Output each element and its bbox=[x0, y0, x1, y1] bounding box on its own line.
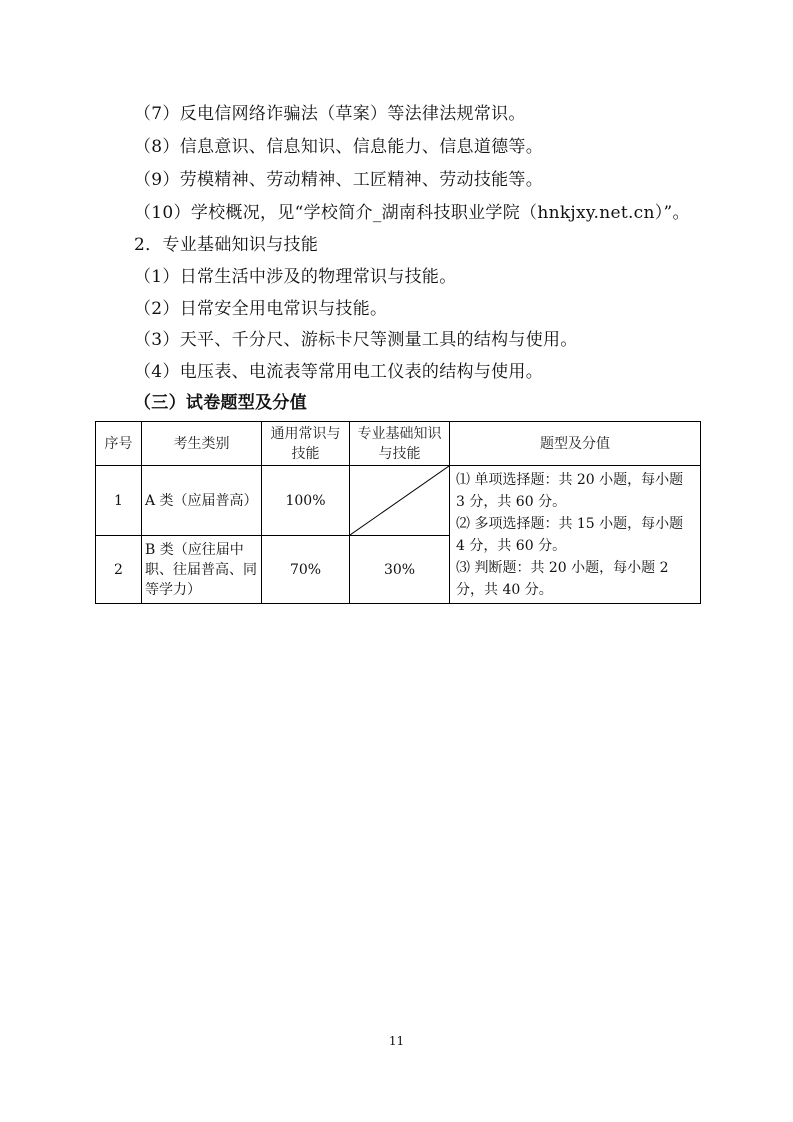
section-heading: （三）试卷题型及分值 bbox=[134, 393, 307, 413]
body-line: （4）电压表、电流表等常用电工仪表的结构与使用。 bbox=[134, 362, 544, 382]
subsection-heading: 2．专业基础知识与技能 bbox=[134, 235, 319, 255]
question-types-cell bbox=[450, 466, 701, 604]
header-professional: 专业基础知识与技能 bbox=[350, 422, 450, 466]
header-category: 考生类别 bbox=[142, 422, 262, 466]
diagonal-empty-cell bbox=[350, 466, 450, 536]
row-category: A 类（应届普高） bbox=[142, 466, 262, 536]
row-number: 2 bbox=[96, 536, 142, 604]
question-type-item: ⑴ 单项选择题：共 20 小题，每小题 3 分，共 60 分。 bbox=[456, 471, 684, 510]
body-line: （1）日常生活中涉及的物理常识与技能。 bbox=[134, 267, 457, 287]
body-line: （7）反电信网络诈骗法（草案）等法律法规常识。 bbox=[134, 104, 526, 124]
header-question-types: 题型及分值 bbox=[450, 422, 701, 466]
body-line: （10）学校概况，见“学校简介_湖南科技职业学院（hnkjxy.net.cn）”。 bbox=[134, 203, 690, 223]
row-general: 100% bbox=[262, 466, 350, 536]
row-general: 70% bbox=[262, 536, 350, 604]
body-line: （8）信息意识、信息知识、信息能力、信息道德等。 bbox=[134, 137, 544, 157]
body-line: （9）劳模精神、劳动精神、工匠精神、劳动技能等。 bbox=[134, 170, 544, 190]
diagonal-line bbox=[350, 466, 449, 535]
table-header-row bbox=[96, 422, 701, 466]
row-professional: 30% bbox=[350, 536, 450, 604]
table-row bbox=[96, 466, 701, 536]
row-number: 1 bbox=[96, 466, 142, 536]
question-type-item: ⑵ 多项选择题：共 15 小题，每小题 4 分，共 60 分。 bbox=[456, 515, 684, 554]
header-number: 序号 bbox=[96, 422, 142, 466]
body-line: （3）天平、千分尺、游标卡尺等测量工具的结构与使用。 bbox=[134, 330, 578, 350]
body-line: （2）日常安全用电常识与技能。 bbox=[134, 299, 388, 319]
question-type-item: ⑶ 判断题：共 20 小题，每小题 2 分，共 40 分。 bbox=[456, 559, 669, 598]
row-category: B 类（应往届中职、往届普高、同等学力） bbox=[142, 536, 262, 604]
score-table bbox=[95, 421, 701, 604]
header-general: 通用常识与技能 bbox=[262, 422, 350, 466]
page-number: 11 bbox=[388, 1034, 405, 1048]
